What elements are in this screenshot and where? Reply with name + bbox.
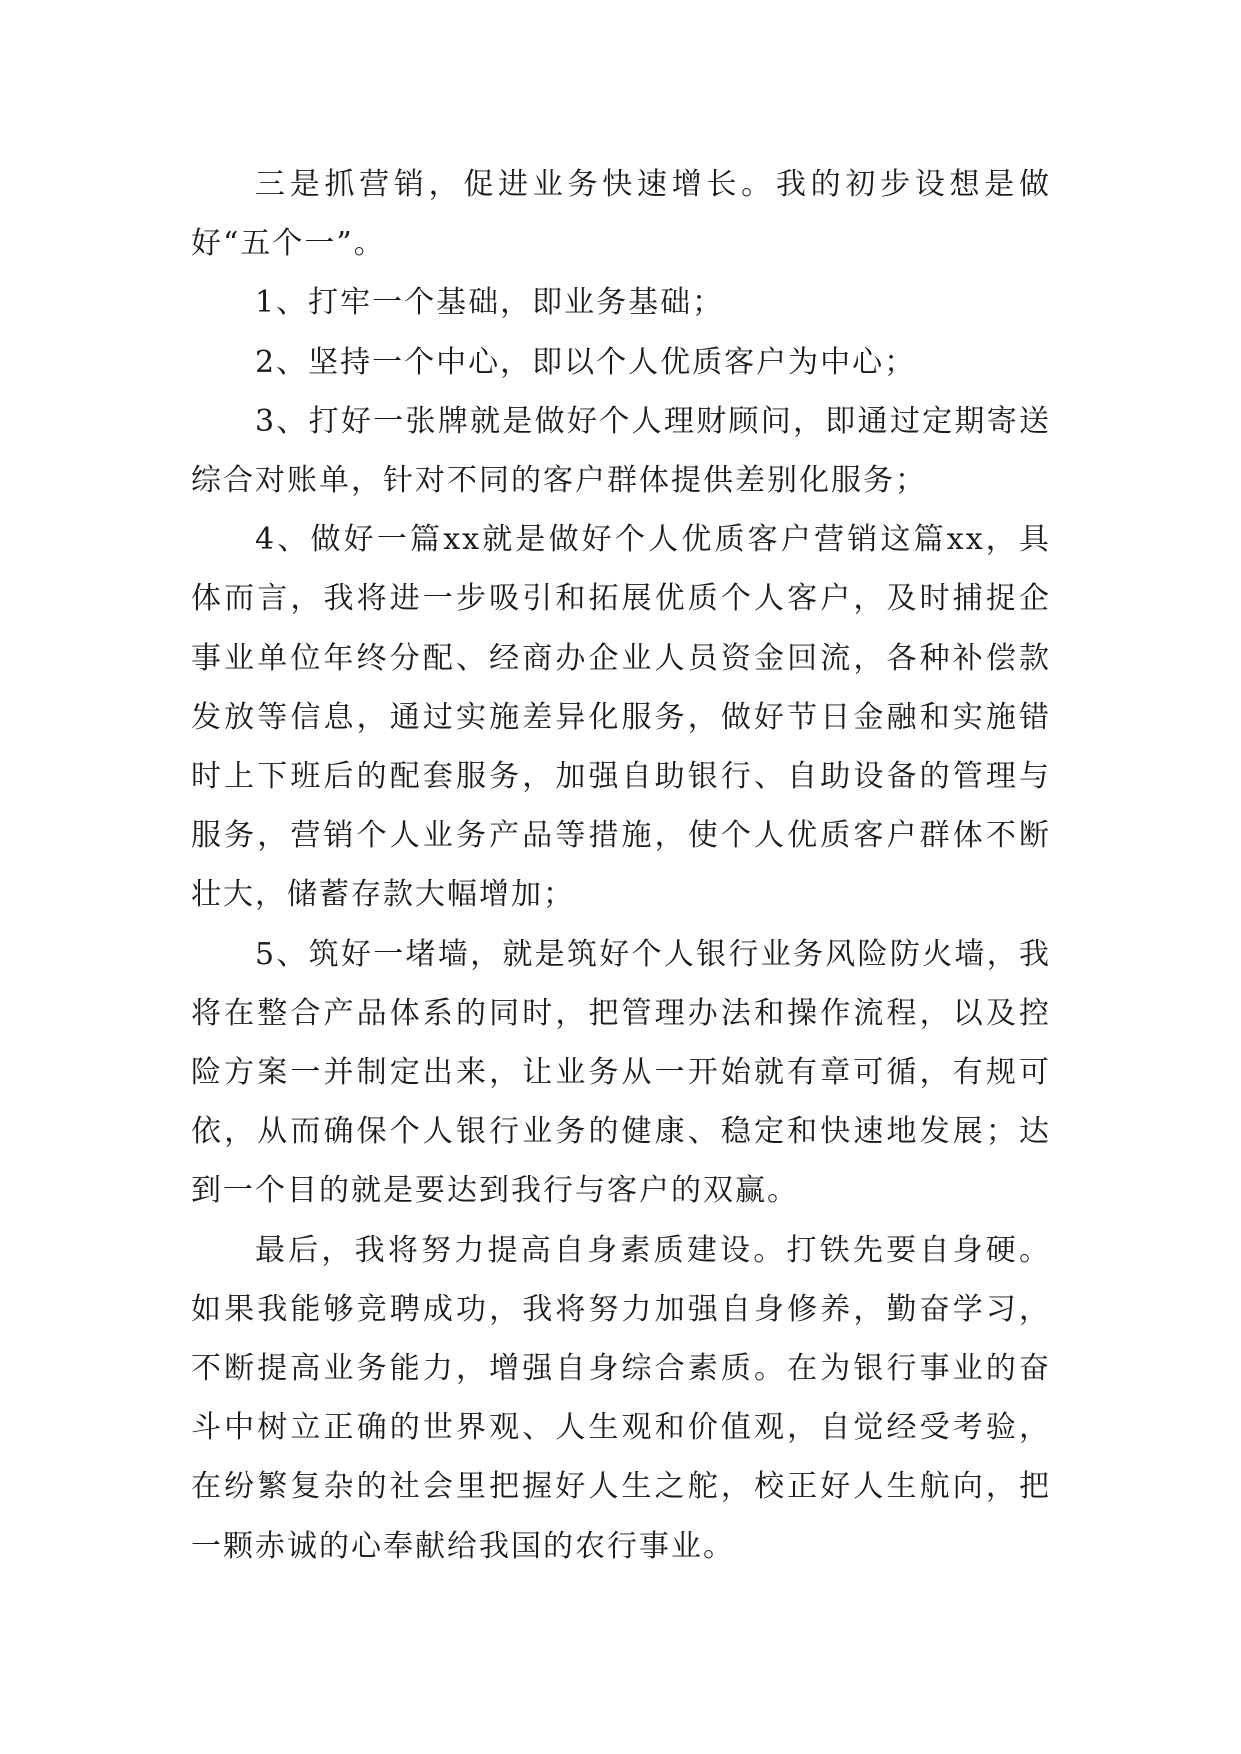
paragraph-item-3: 3、打好一张牌就是做好个人理财顾问，即通过定期寄送综合对账单，针对不同的客户群体提供差别化服务； [191, 403, 1051, 499]
paragraph-item-4: 4、做好一篇xx就是做好个人优质客户营销这篇xx，具体而言，我将进一步吸引和拓展优质个人客户，及时捕捉企事业单位年终分配、经商办企业人员资金回流，各种补偿款发放等信息，通过实施差异化服务，做好节日金融和实施错时上下班后的配套服务，加强自助银行、自助设备的管理与服务，营销个人业务产品等措施，使个人优质客户群体不断壮大，储蓄存款大幅增加； [191, 522, 1051, 913]
paragraph-marketing-intro: 三是抓营销，促进业务快速增长。我的初步设想是做好“五个一”。 [191, 167, 1051, 262]
paragraph-item-1: 1、打牢一个基础，即业务基础； [255, 285, 725, 321]
document-body [191, 155, 1051, 1576]
paragraph-item-2: 2、坚持一个中心，即以个人优质客户为中心； [255, 344, 917, 380]
paragraph-item-5: 5、筑好一堵墙，就是筑好个人银行业务风险防火墙，我将在整合产品体系的同时，把管理办法和操作流程，以及控险方案一并制定出来，让业务从一开始就有章可循，有规可依，从而确保个人银行业务的健康、稳定和快速地发展；达到一个目的就是要达到我行与客户的双赢。 [191, 936, 1051, 1209]
paragraph-conclusion: 最后，我将努力提高自身素质建设。打铁先要自身硬。如果我能够竞聘成功，我将努力加强自身修养，勤奋学习，不断提高业务能力，增强自身综合素质。在为银行事业的奋斗中树立正确的世界观、人生观和价值观，自觉经受考验，在纷繁复杂的社会里把握好人生之舵，校正好人生航向，把一颗赤诚的心奉献给我国的农行事业。 [191, 1232, 1051, 1564]
